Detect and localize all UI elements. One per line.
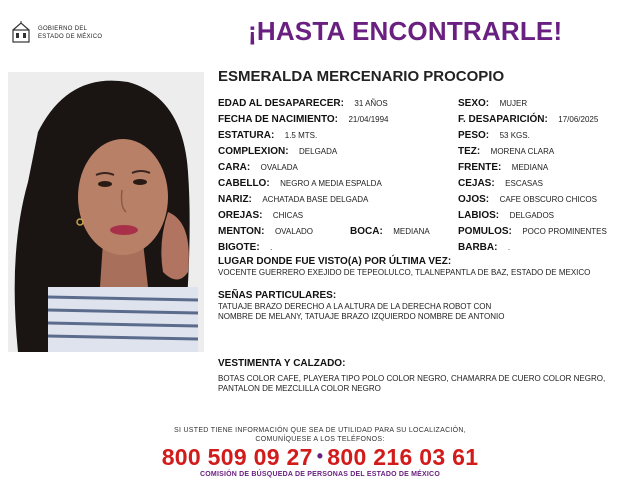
phone-numbers <box>0 444 640 471</box>
field-menton <box>218 224 313 238</box>
field-barba <box>458 240 510 254</box>
boca-label: BOCA: <box>350 226 383 237</box>
contact-note <box>0 426 640 444</box>
barba-label: BARBA: <box>458 242 498 253</box>
orejas-value: CHICAS <box>272 211 304 220</box>
menton-label: MENTON: <box>218 226 265 237</box>
estatura-label: ESTATURA: <box>218 130 275 141</box>
field-tez <box>458 144 554 158</box>
cabello-label: CABELLO: <box>218 178 270 189</box>
field-peso <box>458 128 530 142</box>
nacimiento-label: FECHA DE NACIMIENTO: <box>218 114 338 125</box>
field-bigote <box>218 240 272 254</box>
cara-label: CARA: <box>218 162 251 173</box>
portrait-illustration-icon <box>8 72 204 352</box>
separator-dot: • <box>316 446 324 466</box>
field-cabello <box>218 176 382 190</box>
nariz-value: ACHATADA BASE DELGADA <box>262 195 369 204</box>
pomulos-value: POCO PROMINENTES <box>522 227 607 236</box>
field-cara <box>218 160 298 174</box>
tez-value: MORENA CLARA <box>490 147 555 156</box>
gov-line-1: GOBIERNO DEL <box>38 26 88 32</box>
contact-note-line-2: COMUNÍQUESE A LOS TELÉFONOS: <box>255 436 385 443</box>
sexo-label: SEXO: <box>458 98 490 109</box>
estatura-value: 1.5 MTS. <box>284 131 318 140</box>
person-name: ESMERALDA MERCENARIO PROCOPIO <box>218 68 505 85</box>
labios-label: LABIOS: <box>458 210 500 221</box>
field-desaparicion <box>458 112 598 126</box>
ojos-label: OJOS: <box>458 194 490 205</box>
field-cejas <box>458 176 543 190</box>
last-seen-text: VOCENTE GUERRERO EXEJIDO DE TEPEOLULCO, TLALNEPANTLA DE BAZ, ESTADO DE MEXICO <box>218 268 591 277</box>
marks-text: TATUAJE BRAZO DERECHO A LA ALTURA DE LA DERECHA ROBOT CON NOMBRE DE MELANY, TATUAJE BRAZO IZQUIERDO NOMBRE DE ANTONIO <box>218 302 505 321</box>
cejas-value: ESCASAS <box>505 179 543 188</box>
field-ojos <box>458 192 597 206</box>
clothing-text: BOTAS COLOR CAFE, PLAYERA TIPO POLO COLOR NEGRO, CHAMARRA DE CUERO COLOR NEGRO, PANTALON DE MEZCLILLA COLOR NEGRO <box>218 374 606 393</box>
desaparicion-label: F. DESAPARICIÓN: <box>458 114 548 125</box>
barba-value: . <box>507 243 511 252</box>
peso-label: PESO: <box>458 130 490 141</box>
missing-person-photo <box>8 72 204 352</box>
nacimiento-value: 21/04/1994 <box>348 115 389 124</box>
field-nariz <box>218 192 368 206</box>
complexion-value: DELGADA <box>299 147 338 156</box>
field-boca <box>350 224 430 238</box>
ojos-value: CAFE OBSCURO CHICOS <box>499 195 597 204</box>
desaparicion-value: 17/06/2025 <box>558 115 599 124</box>
clothing-title: VESTIMENTA Y CALZADO: <box>218 358 346 369</box>
gov-line-2: ESTADO DE MÉXICO <box>38 34 103 40</box>
field-sexo <box>458 96 527 110</box>
field-nacimiento <box>218 112 389 126</box>
government-logo <box>10 20 120 46</box>
orejas-label: OREJAS: <box>218 210 263 221</box>
complexion-label: COMPLEXION: <box>218 146 289 157</box>
sexo-value: MUJER <box>499 99 528 108</box>
peso-value: 53 KGS. <box>499 131 530 140</box>
field-complexion <box>218 144 337 158</box>
bigote-value: . <box>270 243 273 252</box>
cara-value: OVALADA <box>260 163 298 172</box>
last-seen-title: LUGAR DONDE FUE VISTO(A) POR ÚLTIMA VEZ: <box>218 256 452 267</box>
nariz-label: NARIZ: <box>218 194 252 205</box>
field-labios <box>458 208 554 222</box>
menton-value: OVALADO <box>274 227 314 236</box>
frente-label: FRENTE: <box>458 162 502 173</box>
edad-label: EDAD AL DESAPARECER: <box>218 98 344 109</box>
field-orejas <box>218 208 303 222</box>
field-pomulos <box>458 224 607 238</box>
field-frente <box>458 160 548 174</box>
pomulos-label: POMULOS: <box>458 226 512 237</box>
frente-value: MEDIANA <box>511 163 549 172</box>
commission-name: COMISIÓN DE BÚSQUEDA DE PERSONAS DEL ESTADO DE MÉXICO <box>200 471 440 478</box>
phone-number-2[interactable]: 800 216 03 61 <box>327 444 479 470</box>
field-estatura <box>218 128 317 142</box>
field-edad <box>218 96 388 110</box>
edad-value: 31 AÑOS <box>354 99 388 108</box>
tez-label: TEZ: <box>458 146 481 157</box>
boca-value: MEDIANA <box>393 227 430 236</box>
state-emblem-icon <box>10 20 32 44</box>
labios-value: DELGADOS <box>509 211 555 220</box>
headline: ¡HASTA ENCONTRARLE! <box>248 16 563 46</box>
phone-number-1[interactable]: 800 509 09 27 <box>161 444 313 470</box>
bigote-label: BIGOTE: <box>218 242 260 253</box>
marks-title: SEÑAS PARTICULARES: <box>218 290 337 301</box>
cejas-label: CEJAS: <box>458 178 495 189</box>
cabello-value: NEGRO A MEDIA ESPALDA <box>280 179 382 188</box>
contact-note-line-1: SI USTED TIENE INFORMACIÓN QUE SEA DE UTILIDAD PARA SU LOCALIZACIÓN, <box>173 427 467 434</box>
